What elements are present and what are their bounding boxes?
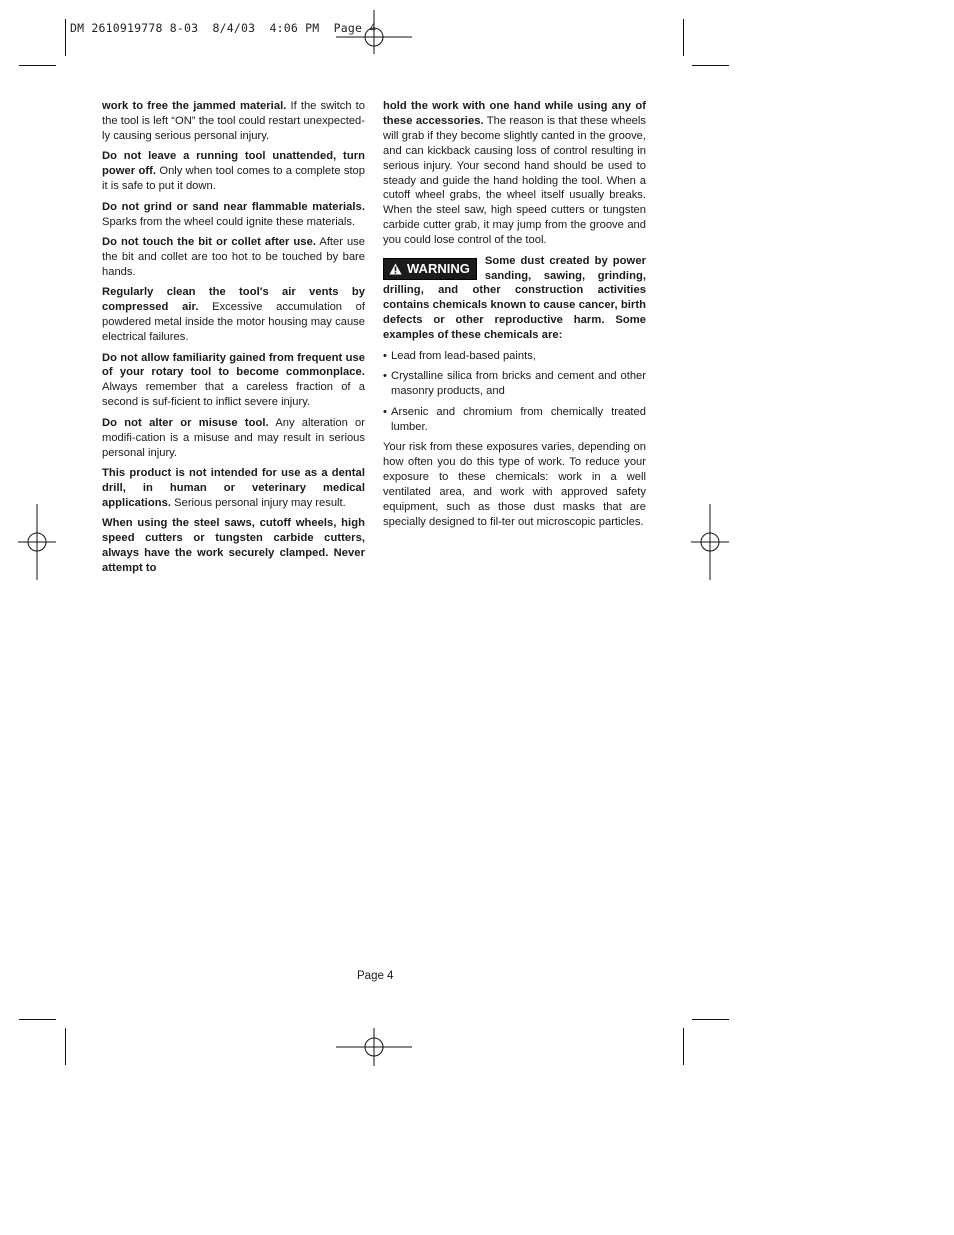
crop-mark-top-left-vertical	[65, 19, 66, 56]
warning-notice	[383, 254, 646, 343]
crop-mark-bottom-left-horizontal	[19, 1019, 56, 1020]
right-column	[383, 99, 646, 535]
safety-paragraph: Do not alter or misuse tool. Any alteration or modifi-cation is a misuse and may result in serious personal injury.	[102, 416, 365, 459]
safety-paragraph: Regularly clean the tool's air vents by compressed air. Excessive accumulation of powdered metal inside the motor housing may cause electrical failures.	[102, 286, 365, 344]
warning-badge	[383, 258, 477, 280]
crop-mark-top-right-vertical	[683, 19, 684, 56]
safety-paragraph: Do not leave a running tool unattended, turn power off. Only when tool comes to a complete stop it is safe to put it down.	[102, 150, 365, 193]
safety-paragraph: When using the steel saws, cutoff wheels, high speed cutters or tungsten carbide cutters, always have the work securely clamped. Never attempt to	[102, 517, 365, 575]
warning-text: Some dust created by power sanding, sawing, grinding, drilling, and other construction activities contains chemicals known to cause cancer, birth defects or other reproductive harm. Some examples of these chemicals are:	[383, 254, 646, 342]
registration-mark-left-icon	[18, 504, 58, 582]
crop-mark-bottom-right-horizontal	[692, 1019, 729, 1020]
warning-label: WARNING	[407, 260, 470, 276]
safety-paragraph: work to free the jammed material. If the switch to the tool is left “ON” the tool could restart unexpected-ly causing serious personal injury.	[102, 100, 365, 142]
safety-paragraph: Do not grind or sand near flammable materials. Sparks from the wheel could ignite these materials.	[102, 200, 365, 228]
crop-mark-top-left-horizontal	[19, 65, 56, 66]
crop-mark-top-right-horizontal	[692, 65, 729, 66]
registration-mark-right-icon	[691, 504, 731, 582]
list-item: • Arsenic and chromium from chemically treated lumber.	[383, 405, 646, 433]
page-number: Page 4	[357, 970, 394, 982]
safety-paragraph: This product is not intended for use as a dental drill, in human or veterinary medical applications. Serious personal injury may result.	[102, 467, 365, 509]
warning-triangle-icon	[389, 263, 402, 275]
left-column	[102, 99, 365, 582]
list-item: • Crystalline silica from bricks and cement and other masonry products, and	[383, 370, 646, 398]
safety-paragraph: Do not touch the bit or collet after use. After use the bit and collet are too hot to be touched by bare hands.	[102, 236, 365, 278]
list-item: • Lead from lead-based paints,	[383, 349, 536, 362]
crop-mark-bottom-left-vertical	[65, 1028, 66, 1065]
registration-mark-top-icon	[336, 10, 414, 56]
crop-mark-bottom-right-vertical	[683, 1028, 684, 1065]
safety-paragraph: hold the work with one hand while using any of these accessories. The reason is that these wheels will grab if they become slightly canted in the groove, and can kickback causing loss of control resulting in serious injury. Your second hand should be used to steady and guide the hand holding the tool. When a cutoff wheel grabs, the wheel itself usually breaks. When the steel saw, high speed cutters or tungsten carbide cutter grab, it may jump from the groove and you could lose control of the tool.	[383, 100, 646, 247]
print-slug: DM 2610919778 8-03 8/4/03 4:06 PM Page 4	[70, 21, 377, 35]
safety-paragraph: Do not allow familiarity gained from frequent use of your rotary tool to become commonplace. Always remember that a careless fraction of a second is suf-ficient to inflict severe injury.	[102, 351, 365, 409]
exposure-paragraph: Your risk from these exposures varies, depending on how often you do this type of work. To reduce your exposure to these chemicals: work in a well ventilated area, and work with approved safety equipment, such as those dust masks that are specially designed to fil-ter out microscopic particles.	[383, 441, 646, 528]
registration-mark-bottom-icon	[336, 1028, 414, 1068]
chemical-examples-list	[383, 349, 646, 435]
